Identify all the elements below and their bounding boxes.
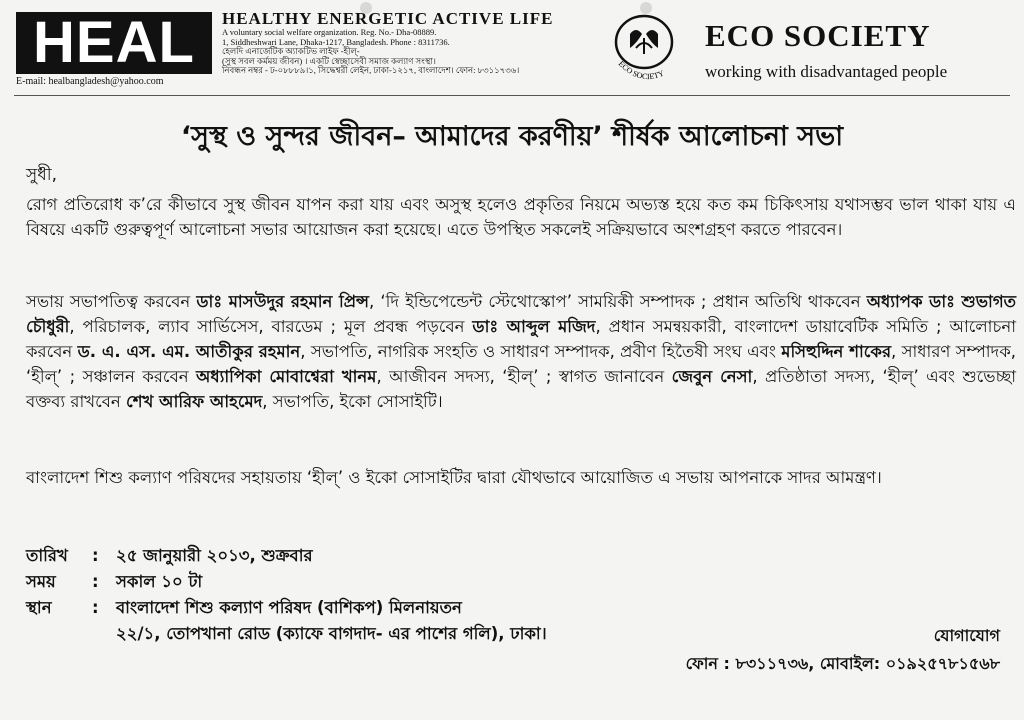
svg-text:ECO SOCIETY — [617, 59, 666, 81]
heal-logo: HEAL — [16, 12, 212, 74]
text-span: , সভাপতি, নাগরিক সংহতি ও সাধারণ সম্পাদক, প্রবীণ হিতৈষী সংঘ এবং — [300, 342, 782, 361]
salutation: সুধী, — [26, 165, 58, 185]
eco-society-subtitle: working with disadvantaged people — [705, 62, 948, 81]
place-label: স্থান — [26, 598, 52, 617]
colon: : — [92, 598, 99, 617]
date-value: ২৫ জানুয়ারী ২০১৩, শুক্রবার — [116, 546, 313, 565]
place-row — [26, 595, 547, 621]
text-span: , আজীবন সদস্য, ‘হীল্’ ; স্বাগত জানাবেন — [376, 367, 672, 386]
heal-line: (সুস্থ সবল কর্মময় জীবন) । একটি স্বেচ্ছাসেবী সমাজ কল্যাণ সংস্থা। — [222, 55, 436, 66]
text-span: , ‘দি ইন্ডিপেন্ডেন্ট স্টেথোস্কোপ’ সাময়িকী সম্পাদক ; প্রধান অতিথি থাকবেন — [369, 292, 867, 311]
speaker-name: ডাঃ মাসউদুর রহমান প্রিন্স — [196, 292, 370, 311]
text-span: , প্রধান সমন্বয়কারী, বাংলাদেশ ডায়াবেটিক সমিতি ; আলোচনা করবেন — [26, 317, 1016, 361]
speaker-name: ডাঃ আব্দুল মজিদ — [472, 317, 596, 336]
date-label: তারিখ — [26, 546, 68, 565]
eco-society-logo-icon — [606, 8, 690, 92]
speaker-name: মসিহুদ্দিন শাকের — [781, 342, 892, 361]
text-span: , সাধারণ সম্পাদক, ‘হীল্’ ; সঞ্চালন করবেন — [26, 342, 1016, 386]
text-span: , সভাপতি, ইকো সোসাইটি। — [262, 392, 443, 411]
event-details — [26, 543, 547, 647]
eco-society-title: ECO SOCIETY — [705, 18, 931, 53]
eco-badge-text: ECO SOCIETY — [616, 59, 666, 82]
contact-block — [686, 622, 1000, 678]
time-label: সময় — [26, 572, 56, 591]
heal-info — [222, 10, 582, 76]
text-span: , পরিচালক, ল্যাব সার্ভিসেস, বারডেম ; মূল প্রবন্ধ পড়বেন — [69, 317, 473, 336]
heal-line: নিবন্ধন নম্বর - ঢ-০৮৮৮৯।১, সিদ্ধেশ্বরী লেইন, ঢাকা-১২১৭, বাংলাদেশ। ফোন: ৮৩১১৭৩৬। — [222, 65, 520, 75]
time-value: সকাল ১০ টা — [116, 572, 203, 591]
time-row — [26, 569, 547, 595]
invitation-paragraph: বাংলাদেশ শিশু কল্যাণ পরিষদের সহায়তায় ‘হীল্’ ও ইকো সোসাইটির দ্বারা যৌথভাবে আয়োজিত এ সভায় আপনাকে সাদর আমন্ত্রণ। — [26, 468, 882, 487]
event-title: ‘সুস্থ ও সুন্দর জীবন– আমাদের করণীয়’ শীর্ষক আলোচনা সভা — [180, 121, 844, 152]
speakers-paragraph — [26, 289, 1016, 414]
heal-line: A voluntary social welfare organization. Reg. No.- Dha-08889. — [222, 27, 437, 37]
heal-line: হেলদি এনার্জেটিক অ্যাকটিভ লাইফ -হীল্- — [222, 46, 360, 56]
place-address: ২২/১, তোপখানা রোড (ক্যাফে বাগদাদ- এর পাশের গলি), ঢাকা। — [116, 624, 547, 643]
text-span: , প্রতিষ্ঠাতা সদস্য, ‘হীল্’ এবং শুভেচ্ছা বক্তব্য রাখবেন — [26, 367, 1016, 411]
speaker-name: অধ্যাপক ডাঃ শুভাগত চৌধুরী — [26, 292, 1017, 336]
place-value: বাংলাদেশ শিশু কল্যাণ পরিষদ (বাশিকপ) মিলনায়তন — [116, 598, 462, 617]
speaker-name: জেবুন নেসা — [671, 367, 753, 386]
heal-email: E-mail: healbangladesh@yahoo.com — [16, 76, 164, 87]
speaker-name: ড. এ. এস. এম. আতীকুর রহমান — [77, 342, 301, 361]
colon: : — [92, 546, 99, 565]
contact-label: যোগাযোগ — [933, 626, 1000, 645]
intro-paragraph: রোগ প্রতিরোধ ক’রে কীভাবে সুস্থ জীবন যাপন করা যায় এবং অসুস্থ হলেও প্রকৃতির নিয়মে অভ্যস্ত হয়ে কত কম চিকিৎসায় যথাসম্ভব ভাল থাকা যায় এ বিষয়ে একটি গুরুত্বপূর্ণ আলোচনা সভার আয়োজন করা হয়েছে। এতে উপস্থিত সকলেই সক্রিয়ভাবে অংশগ্রহণ করতে পারবেন। — [26, 195, 1016, 239]
heal-line: 1, Siddheshwari Lane, Dhaka-1217, Bangladesh. Phone : 8311736. — [222, 36, 450, 47]
contact-phones: ফোন : ৮৩১১৭৩৬, মোবাইল: ০১৯২৫৭৮১৫৬৮ — [685, 654, 1000, 673]
heal-name: HEALTHY ENERGETIC ACTIVE LIFE — [222, 9, 554, 28]
colon: : — [92, 572, 99, 591]
date-row — [26, 543, 547, 569]
speaker-name: অধ্যাপিকা মোবাশ্বেরা খানম — [196, 367, 377, 386]
text-span: সভায় সভাপতিত্ব করবেন — [26, 292, 197, 311]
speaker-name: শেখ আরিফ আহমেদ — [126, 392, 263, 411]
header-divider — [14, 95, 1010, 96]
